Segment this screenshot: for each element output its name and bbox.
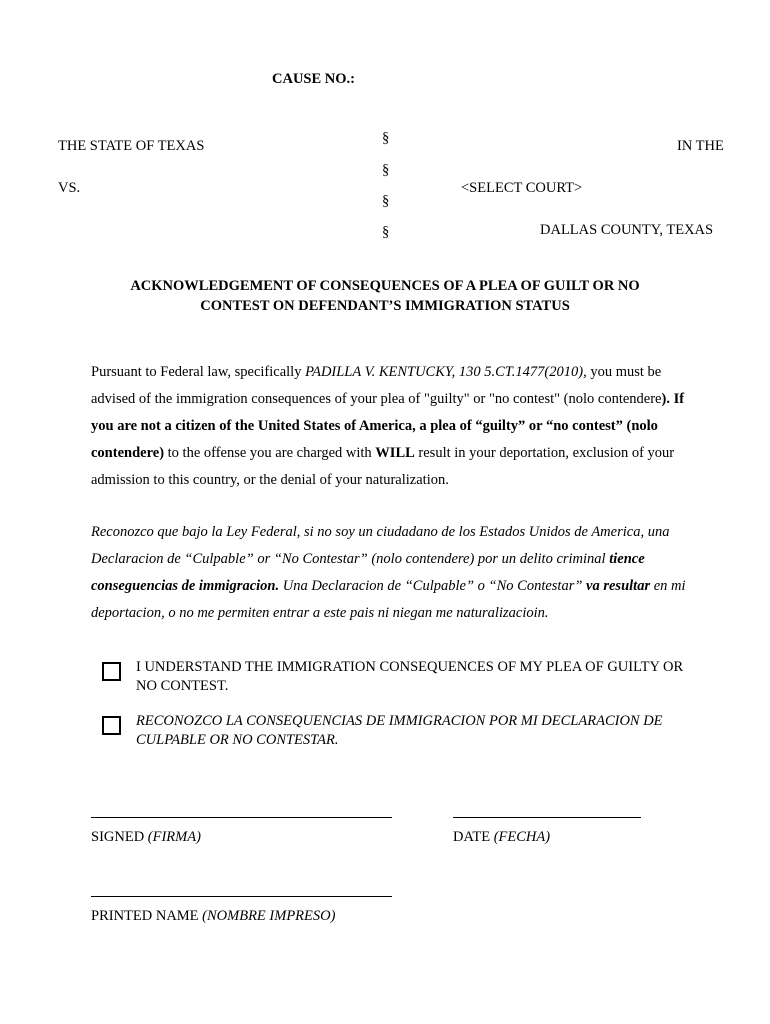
text-segment: Una Declaracion de “Culpable” o “No Contestar” xyxy=(279,578,587,594)
date-label xyxy=(453,829,550,846)
text-segment: Reconozco que bajo la Ley Federal, si no soy un ciudadano de los Estados Unidos de America, una Declaracion de “Culpable” or “No Contestar” (nolo contendere) por un delito criminal xyxy=(91,524,670,567)
title-line-1: ACKNOWLEDGEMENT OF CONSEQUENCES OF A PLEA OF GUILT OR NO xyxy=(130,278,640,294)
case-citation: PADILLA V. KENTUCKY, 130 5.CT.1477(2010), xyxy=(305,364,587,380)
court-prefix: IN THE xyxy=(677,138,724,154)
will-emphasis: WILL xyxy=(375,445,415,461)
text-segment: to the offense you are charged with xyxy=(164,445,376,461)
court-select-field[interactable]: <SELECT COURT> xyxy=(461,180,583,196)
section-symbol: § xyxy=(382,224,390,240)
section-symbol: § xyxy=(382,162,390,178)
text-segment: you must be advised of the immigration consequences of your plea of "guilty" or "no contest" (nolo contendere xyxy=(91,364,662,407)
understand-checkbox[interactable] xyxy=(102,662,121,681)
cause-number-label: CAUSE NO.: xyxy=(272,71,355,87)
reconozco-checkbox[interactable] xyxy=(102,716,121,735)
title-line-2: CONTEST ON DEFENDANT’S IMMIGRATION STATUS xyxy=(200,298,570,314)
signature-line[interactable] xyxy=(91,817,392,818)
text-segment: Pursuant to Federal law, specifically xyxy=(91,364,306,380)
english-advisement-paragraph xyxy=(91,359,691,494)
section-symbol: § xyxy=(382,130,390,146)
plaintiff-name: THE STATE OF TEXAS xyxy=(58,138,205,154)
printed-name-label-es: (NOMBRE IMPRESO) xyxy=(202,908,336,924)
printed-name-label-en: PRINTED NAME xyxy=(91,908,203,924)
signed-label-es: (FIRMA) xyxy=(147,829,201,845)
section-symbol: § xyxy=(382,193,390,209)
understand-checkbox-label: I UNDERSTAND THE IMMIGRATION CONSEQUENCES OF MY PLEA OF GUILTY OR NO CONTEST. xyxy=(136,659,684,694)
signed-label xyxy=(91,829,201,846)
bold-warning: va resultar xyxy=(586,578,651,594)
signed-label-en: SIGNED xyxy=(91,829,148,845)
text-segment: result in your deportation, exclusion of your admission to this country, or the denial of your naturalization. xyxy=(91,445,675,488)
bold-warning: ). If you are not a citizen of the United States of America, a plea of “guilty” or “no contest” (nolo contendere) xyxy=(91,391,685,461)
text-segment: en mi deportacion, o no me permiten entrar a este pais ni niegan me naturalizacioin. xyxy=(91,578,686,621)
bold-warning: tience conseguencias de immigracion. xyxy=(91,551,645,594)
spanish-advisement-paragraph xyxy=(91,519,691,627)
date-label-es: (FECHA) xyxy=(493,829,551,845)
printed-name-label xyxy=(91,908,335,925)
printed-name-line[interactable] xyxy=(91,896,392,897)
document-title xyxy=(60,276,710,316)
date-label-en: DATE xyxy=(453,829,494,845)
reconozco-checkbox-label: RECONOZCO LA CONSEQUENCIAS DE IMMIGRACION POR MI DECLARACION DE CULPABLE OR NO CONTESTAR. xyxy=(136,713,663,748)
versus-label: VS. xyxy=(58,180,81,196)
date-line[interactable] xyxy=(453,817,641,818)
county-label: DALLAS COUNTY, TEXAS xyxy=(540,222,714,238)
